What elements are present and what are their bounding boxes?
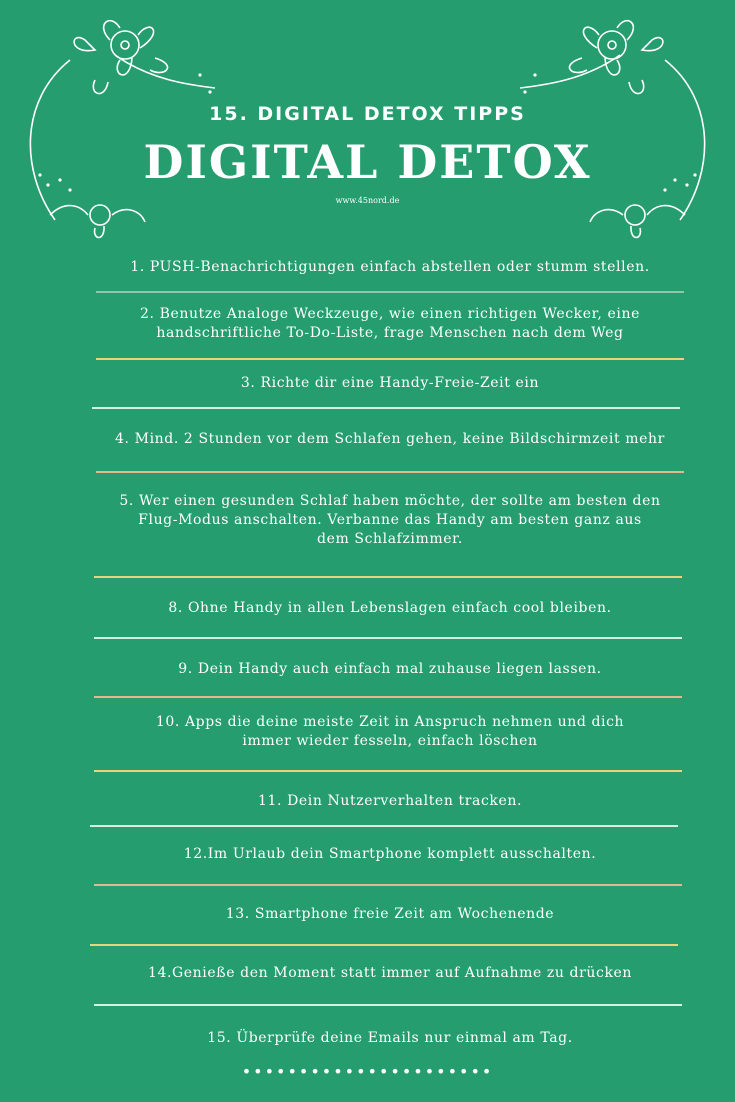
tip-8: 8. Ohne Handy in allen Lebenslagen einfach cool bleiben. (168, 600, 612, 616)
subtitle: 15. DIGITAL DETOX TIPPS (209, 103, 526, 125)
tip-10: 10. Apps die deine meiste Zeit in Anspruch nehmen und dich immer wieder fesseln, einfach löschen (155, 714, 625, 749)
divider (90, 825, 678, 827)
tip-11: 11. Dein Nutzerverhalten tracken. (257, 793, 523, 809)
tip-13: 13. Smartphone freie Zeit am Wochenende (225, 906, 555, 922)
decorative-dots: •••••••••••••••••••••• (241, 1062, 494, 1081)
divider (96, 471, 684, 473)
tip-1: 1. PUSH-Benachrichtigungen einfach abstellen oder stumm stellen. (130, 259, 650, 275)
tip-5: 5. Wer einen gesunden Schlaf haben möchte, der sollte am besten den Flug-Modus anschalten. Verbanne das Handy am besten ganz aus dem Schlafzimmer. (119, 493, 661, 547)
divider (94, 770, 682, 772)
divider (96, 291, 684, 293)
website-link[interactable]: www.45nord.de (335, 196, 400, 205)
divider (90, 944, 678, 946)
divider (94, 696, 682, 698)
divider (94, 576, 682, 578)
divider (94, 1004, 682, 1006)
divider (94, 884, 682, 886)
tip-2: 2. Benutze Analoge Weckzeuge, wie einen richtigen Wecker, eine handschriftliche To-Do-Liste, frage Menschen nach dem Weg (140, 306, 640, 341)
tip-15: 15. Überprüfe deine Emails nur einmal am Tag. (207, 1030, 573, 1046)
divider (92, 407, 680, 409)
tip-12: 12.Im Urlaub dein Smartphone komplett ausschalten. (183, 846, 597, 862)
divider (96, 358, 684, 360)
tip-4: 4. Mind. 2 Stunden vor dem Schlafen gehen, keine Bildschirmzeit mehr (115, 431, 665, 447)
floral-frame-icon (0, 0, 735, 250)
divider (94, 637, 682, 639)
page-title: DIGITAL DETOX (143, 135, 592, 189)
tip-3: 3. Richte dir eine Handy-Freie-Zeit ein (240, 375, 540, 391)
tip-9: 9. Dein Handy auch einfach mal zuhause liegen lassen. (178, 661, 602, 677)
tip-14: 14.Genieße den Moment statt immer auf Aufnahme zu drücken (147, 965, 633, 981)
